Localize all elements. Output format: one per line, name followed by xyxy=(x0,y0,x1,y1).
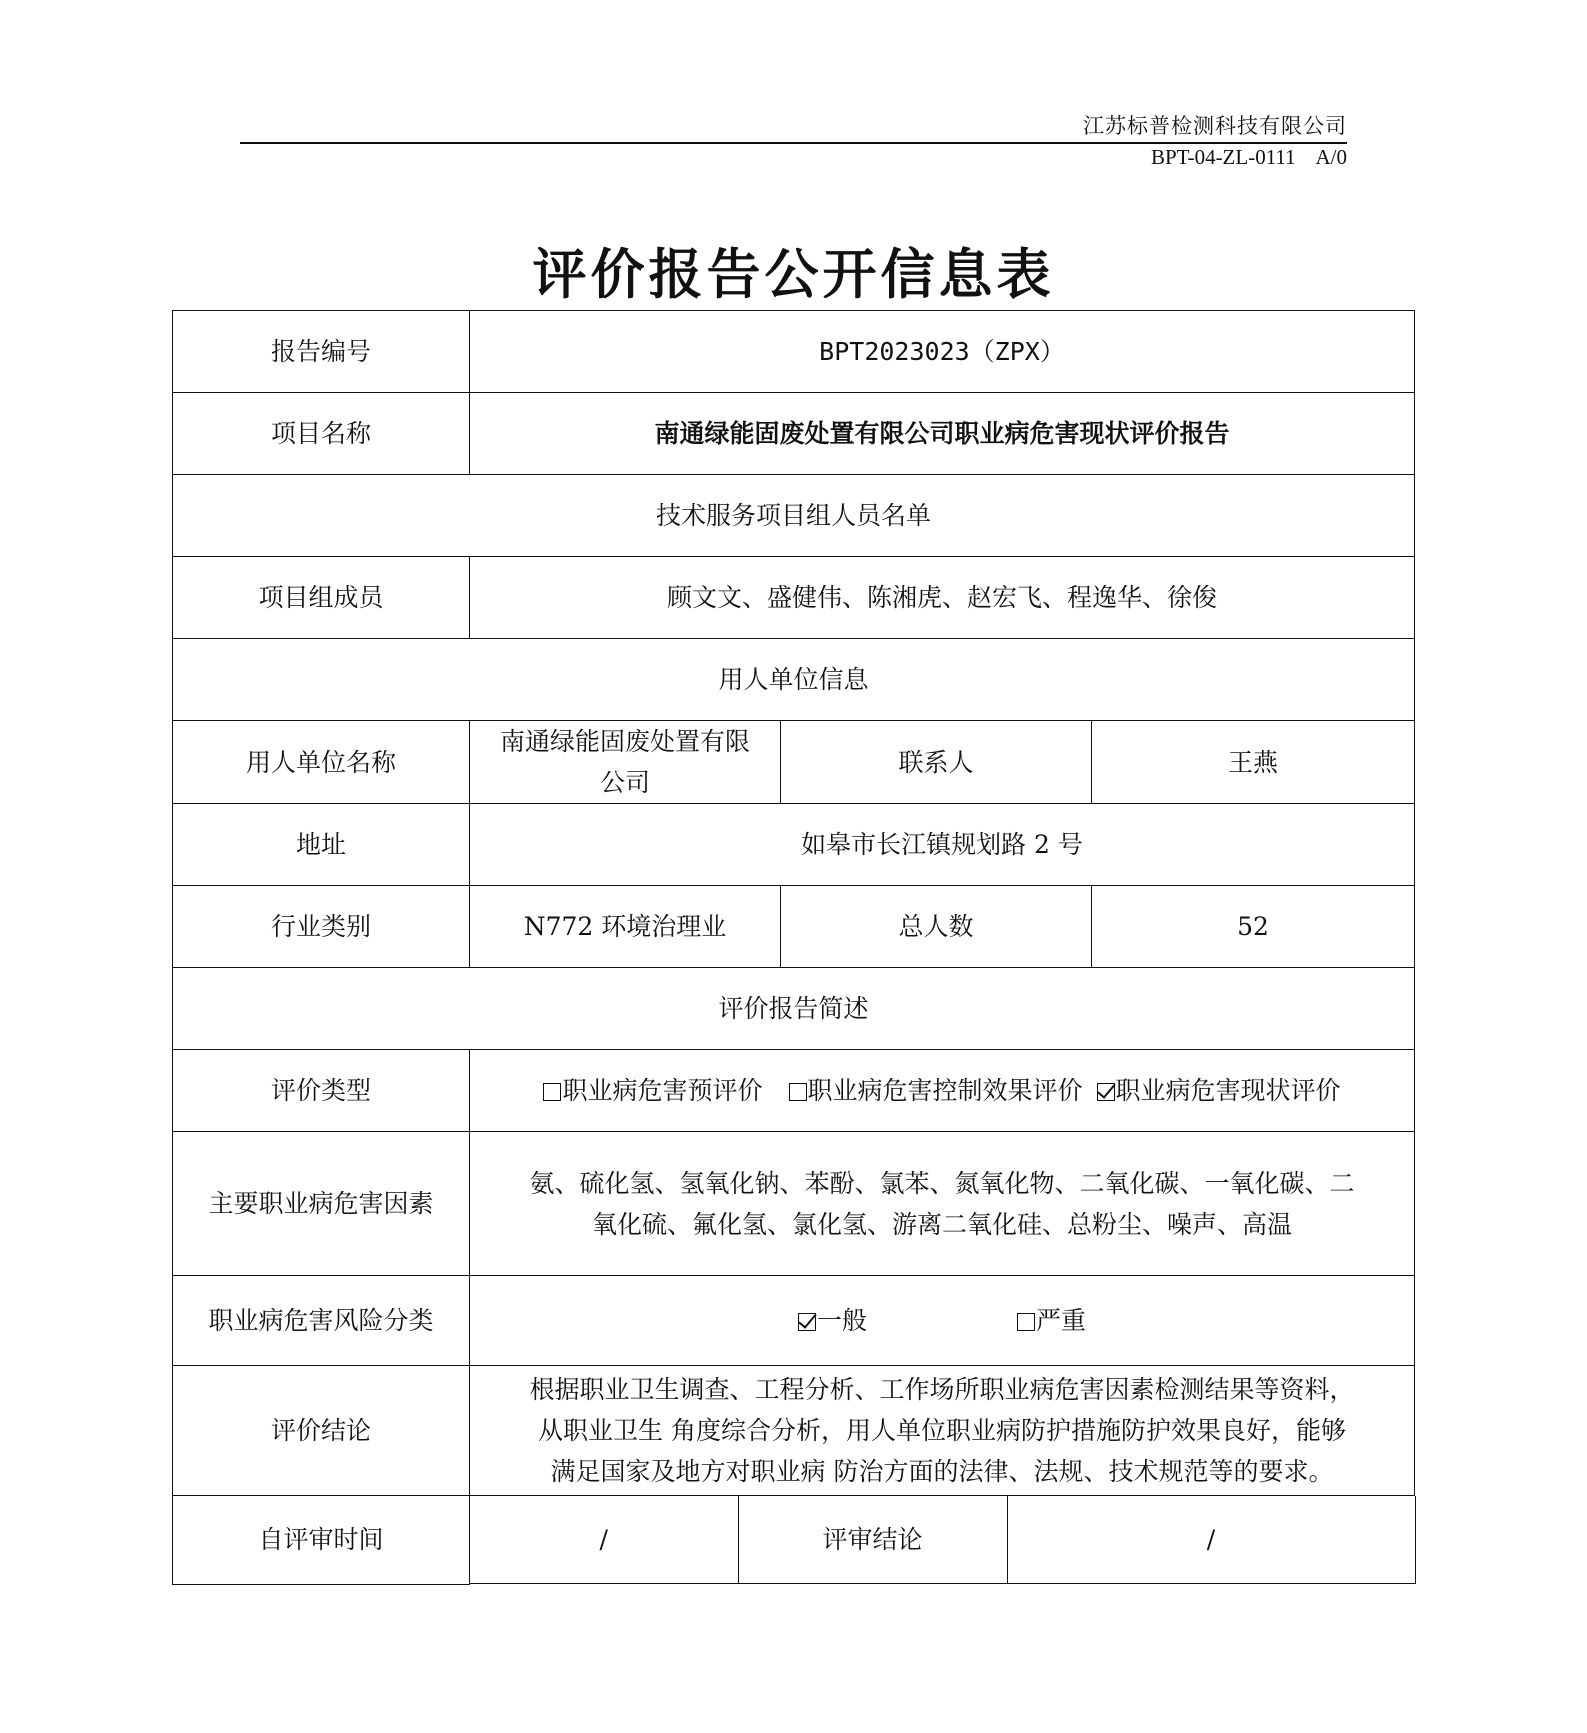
row-summary-section xyxy=(173,968,1415,1050)
row-eval-type xyxy=(173,1050,1415,1132)
conclusion-line3: 满足国家及地方对职业病 防治方面的法律、法规、技术规范等的要求。 xyxy=(550,1457,1334,1486)
employer-name-label: 用人单位名称 xyxy=(173,721,470,804)
checkbox-unchecked-icon[interactable] xyxy=(543,1083,561,1101)
employer-name-value xyxy=(470,721,781,804)
contact-value: 王燕 xyxy=(1092,721,1415,804)
headcount-value: 52 xyxy=(1092,886,1415,968)
address-value: 如皋市长江镇规划路 2 号 xyxy=(470,804,1415,886)
eval-type-option-pre-label: 职业病危害预评价 xyxy=(562,1076,763,1105)
risk-option-general[interactable] xyxy=(798,1306,867,1335)
eval-type-option-current[interactable] xyxy=(1097,1076,1341,1105)
hazards-label: 主要职业病危害因素 xyxy=(173,1132,470,1276)
industry-label: 行业类别 xyxy=(173,886,470,968)
header-rule xyxy=(240,142,1347,144)
risk-label: 职业病危害风险分类 xyxy=(173,1276,470,1366)
team-section-heading: 技术服务项目组人员名单 xyxy=(173,475,1415,557)
contact-label: 联系人 xyxy=(781,721,1092,804)
checkbox-checked-icon[interactable] xyxy=(1097,1083,1115,1101)
project-name-label: 项目名称 xyxy=(173,393,470,475)
review-subtable xyxy=(470,1496,1416,1584)
row-address xyxy=(173,804,1415,886)
eval-type-option-current-label: 职业病危害现状评价 xyxy=(1115,1076,1341,1105)
info-table xyxy=(172,310,1415,1585)
report-no-label: 报告编号 xyxy=(173,311,470,393)
risk-options xyxy=(470,1276,1415,1366)
members-label: 项目组成员 xyxy=(173,557,470,639)
row-employer-name xyxy=(173,721,1415,804)
eval-type-option-control[interactable] xyxy=(789,1076,1083,1105)
row-industry xyxy=(173,886,1415,968)
header-doc-code: BPT-04-ZL-0111 A/0 xyxy=(1150,145,1347,169)
members-value: 顾文文、盛健伟、陈湘虎、赵宏飞、程逸华、徐俊 xyxy=(470,557,1415,639)
review-time-value: / xyxy=(470,1496,738,1584)
row-team-section xyxy=(173,475,1415,557)
conclusion-line2: 从职业卫生 角度综合分析，用人单位职业病防护措施防护效果良好，能够 xyxy=(538,1416,1346,1445)
risk-option-general-label: 一般 xyxy=(816,1306,867,1335)
row-review xyxy=(173,1496,1415,1585)
row-project-name xyxy=(173,393,1415,475)
conclusion-value xyxy=(470,1366,1415,1496)
row-risk xyxy=(173,1276,1415,1366)
header-company: 江苏标普检测科技有限公司 xyxy=(1083,114,1347,138)
summary-section-heading: 评价报告简述 xyxy=(173,968,1415,1050)
eval-type-option-control-label: 职业病危害控制效果评价 xyxy=(807,1076,1083,1105)
hazards-value xyxy=(470,1132,1415,1276)
eval-type-label: 评价类型 xyxy=(173,1050,470,1132)
checkbox-unchecked-icon[interactable] xyxy=(1017,1313,1035,1331)
review-result-label: 评审结论 xyxy=(738,1496,1007,1584)
review-time-label: 自评审时间 xyxy=(173,1496,470,1585)
row-report-no xyxy=(173,311,1415,393)
employer-name-line1: 南通绿能固废处置有限 xyxy=(499,727,750,756)
project-name-value: 南通绿能固废处置有限公司职业病危害现状评价报告 xyxy=(470,393,1415,475)
conclusion-label: 评价结论 xyxy=(173,1366,470,1496)
review-result-value: / xyxy=(1007,1496,1415,1584)
hazards-line1: 氨、硫化氢、氢氧化钠、苯酚、氯苯、氮氧化物、二氧化碳、一氧化碳、二 xyxy=(529,1168,1355,1198)
employer-name-line2: 公司 xyxy=(599,768,650,797)
hazards-line2: 氧化硫、氟化氢、氯化氢、游离二氧化硅、总粉尘、噪声、高温 xyxy=(592,1209,1293,1239)
row-employer-section xyxy=(173,639,1415,721)
checkbox-unchecked-icon[interactable] xyxy=(789,1083,807,1101)
report-no-value: BPT2023023（ZPX） xyxy=(470,311,1415,393)
address-label: 地址 xyxy=(173,804,470,886)
eval-type-option-pre[interactable] xyxy=(543,1076,762,1105)
eval-type-options xyxy=(470,1050,1415,1132)
checkbox-checked-icon[interactable] xyxy=(798,1313,816,1331)
row-conclusion xyxy=(173,1366,1415,1496)
row-members xyxy=(173,557,1415,639)
review-subgrid xyxy=(470,1496,1415,1585)
risk-option-severe[interactable] xyxy=(1017,1306,1086,1335)
conclusion-line1: 根据职业卫生调查、工程分析、工作场所职业病危害因素检测结果等资料， xyxy=(529,1375,1355,1404)
employer-section-heading: 用人单位信息 xyxy=(173,639,1415,721)
row-hazards xyxy=(173,1132,1415,1276)
risk-option-severe-label: 严重 xyxy=(1036,1306,1087,1335)
headcount-label: 总人数 xyxy=(781,886,1092,968)
industry-value: N772 环境治理业 xyxy=(470,886,781,968)
document-title: 评价报告公开信息表 xyxy=(532,242,1055,306)
